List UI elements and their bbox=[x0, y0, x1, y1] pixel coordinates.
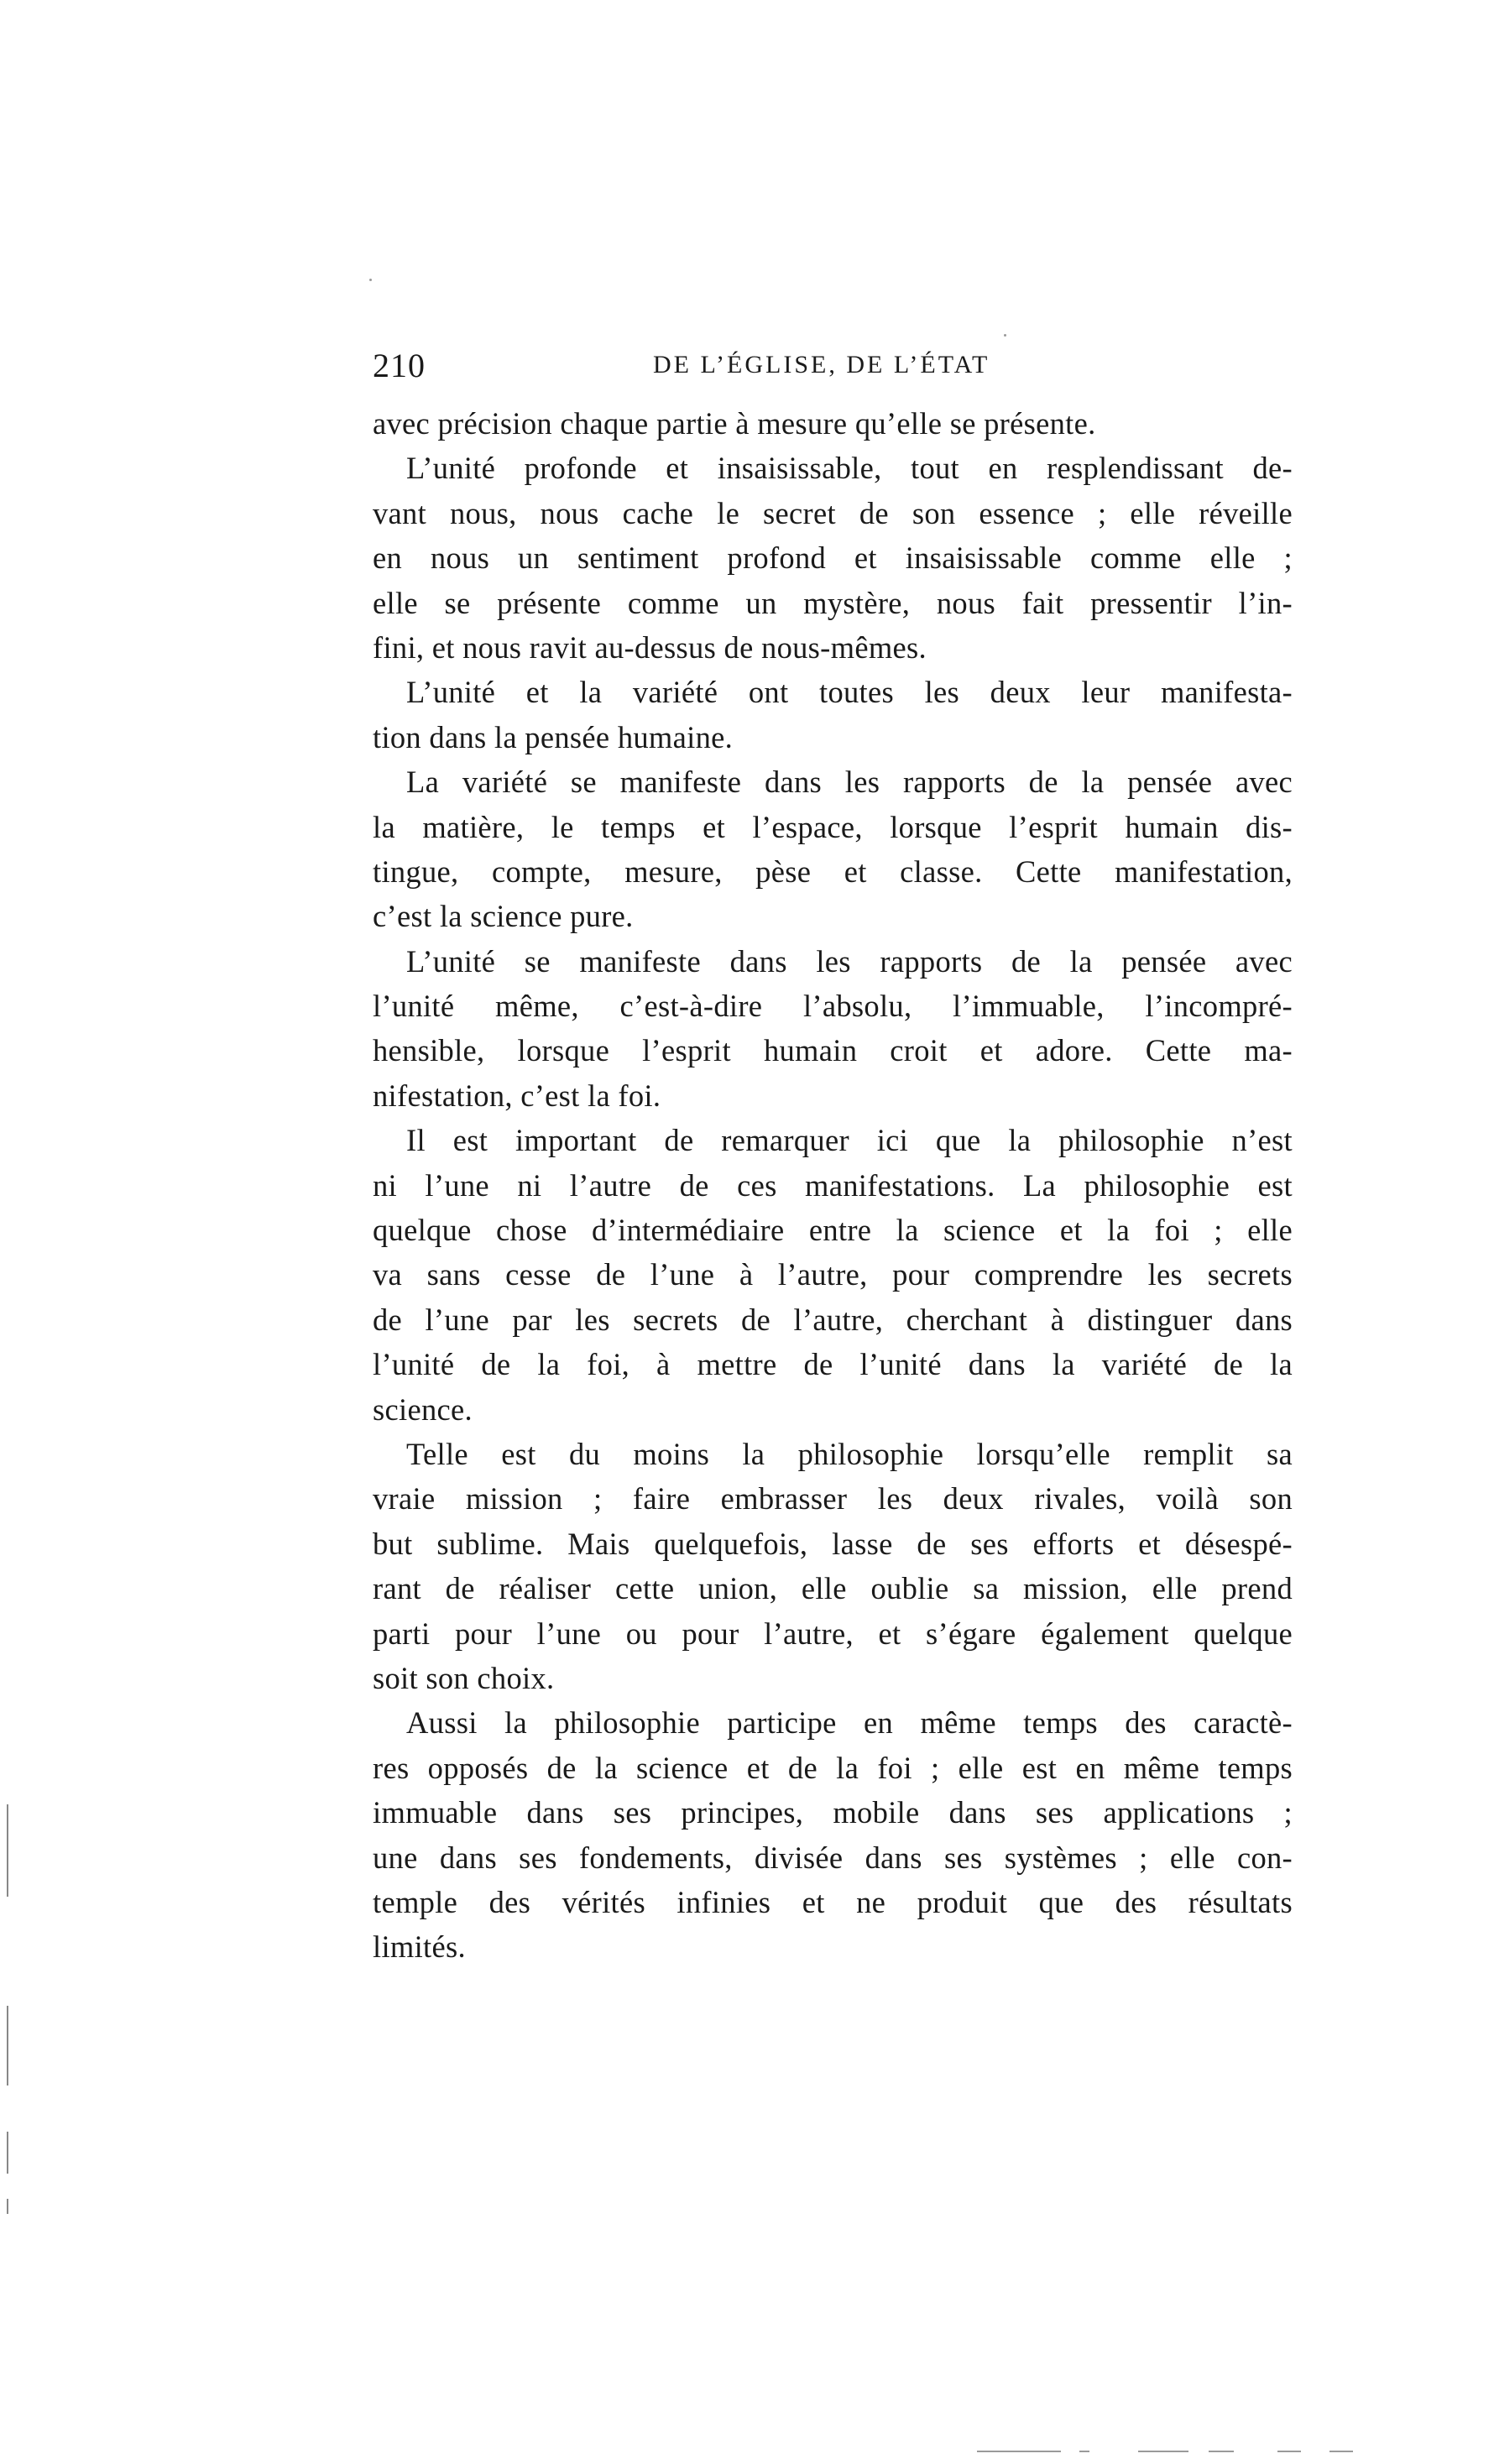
text-line: l’unité même, c’est-à-dire l’absolu, l’immuable, l’incompré- bbox=[373, 989, 1293, 1024]
text-line: La variété se manifeste dans les rapports de la pensée avec bbox=[406, 765, 1293, 800]
text-line: vant nous, nous cache le secret de son essence ; elle réveille bbox=[373, 495, 1293, 530]
text-line: L’unité se manifeste dans les rapports de la pensée avec bbox=[406, 943, 1293, 979]
text-line: de l’une par les secrets de l’autre, cherchant à distinguer dans bbox=[373, 1302, 1293, 1337]
text-line: ni l’une ni l’autre de ces manifestations. La philosophie est bbox=[373, 1167, 1293, 1203]
text-line: Telle est du moins la philosophie lorsqu’elle remplit sa bbox=[406, 1436, 1293, 1471]
text-line: res opposés de la science et de la foi ; elle est en même temps bbox=[373, 1750, 1293, 1785]
text-line: tion dans la pensée humaine. bbox=[373, 719, 734, 754]
text-line: limités. bbox=[373, 1929, 466, 1965]
page-header bbox=[373, 346, 1296, 396]
text-line: L’unité et la variété ont toutes les deux leur manifesta- bbox=[406, 675, 1293, 710]
text-line: une dans ses fondements, divisée dans ses systèmes ; elle con- bbox=[373, 1840, 1293, 1875]
text-line: la matière, le temps et l’espace, lorsque l’esprit humain dis- bbox=[373, 809, 1293, 844]
text-line: quelque chose d’intermédiaire entre la science et la foi ; elle bbox=[373, 1213, 1293, 1248]
scan-speck bbox=[1004, 334, 1006, 337]
scan-foot-rule bbox=[977, 2451, 1061, 2452]
text-line: avec précision chaque partie à mesure qu’elle se présente. bbox=[373, 406, 1096, 441]
text-line: fini, et nous ravit au-dessus de nous-mêmes. bbox=[373, 629, 927, 665]
scan-edge-mark bbox=[7, 2199, 8, 2214]
scan-foot-rule bbox=[1209, 2451, 1234, 2452]
text-line: nifestation, c’est la foi. bbox=[373, 1078, 661, 1113]
text-line: rant de réaliser cette union, elle oublie sa mission, elle prend bbox=[373, 1571, 1293, 1606]
text-line: vraie mission ; faire embrasser les deux rivales, voilà son bbox=[373, 1481, 1293, 1517]
text-line: en nous un sentiment profond et insaisissable comme elle ; bbox=[373, 540, 1293, 576]
text-line: elle se présente comme un mystère, nous fait pressentir l’in- bbox=[373, 585, 1293, 620]
body-text bbox=[373, 401, 1293, 1970]
text-line: soit son choix. bbox=[373, 1660, 555, 1695]
text-line: Aussi la philosophie participe en même temps des caractè- bbox=[406, 1705, 1293, 1741]
scan-foot-rule bbox=[1079, 2451, 1089, 2452]
scan-edge-mark bbox=[7, 2132, 8, 2174]
text-line: L’unité profonde et insaisissable, tout en resplendissant de- bbox=[406, 451, 1293, 486]
text-line: Il est important de remarquer ici que la philosophie n’est bbox=[406, 1123, 1293, 1158]
text-line: va sans cesse de l’une à l’autre, pour comprendre les secrets bbox=[373, 1257, 1293, 1292]
page-number: 210 bbox=[373, 347, 426, 384]
text-line: parti pour l’une ou pour l’autre, et s’égare également quelque bbox=[373, 1616, 1293, 1651]
scan-speck bbox=[369, 279, 372, 281]
scan-foot-rule bbox=[1329, 2451, 1353, 2452]
running-title: DE L’ÉGLISE, DE L’ÉTAT bbox=[653, 351, 990, 378]
text-line: hensible, lorsque l’esprit humain croit et adore. Cette ma- bbox=[373, 1033, 1293, 1068]
text-line: l’unité de la foi, à mettre de l’unité dans la variété de la bbox=[373, 1347, 1293, 1382]
scan-edge-mark bbox=[7, 2006, 8, 2086]
scan-foot-rule bbox=[1277, 2451, 1301, 2452]
text-line: temple des vérités infinies et ne produit que des résultats bbox=[373, 1884, 1293, 1919]
text-line: immuable dans ses principes, mobile dans ses applications ; bbox=[373, 1795, 1293, 1830]
scan-edge-mark bbox=[7, 1804, 8, 1897]
text-line: c’est la science pure. bbox=[373, 899, 634, 934]
text-line: tingue, compte, mesure, pèse et classe. Cette manifestation, bbox=[373, 854, 1293, 889]
text-line: but sublime. Mais quelquefois, lasse de ses efforts et désespé- bbox=[373, 1526, 1293, 1561]
scan-foot-rule bbox=[1138, 2451, 1188, 2452]
text-line: science. bbox=[373, 1391, 473, 1427]
